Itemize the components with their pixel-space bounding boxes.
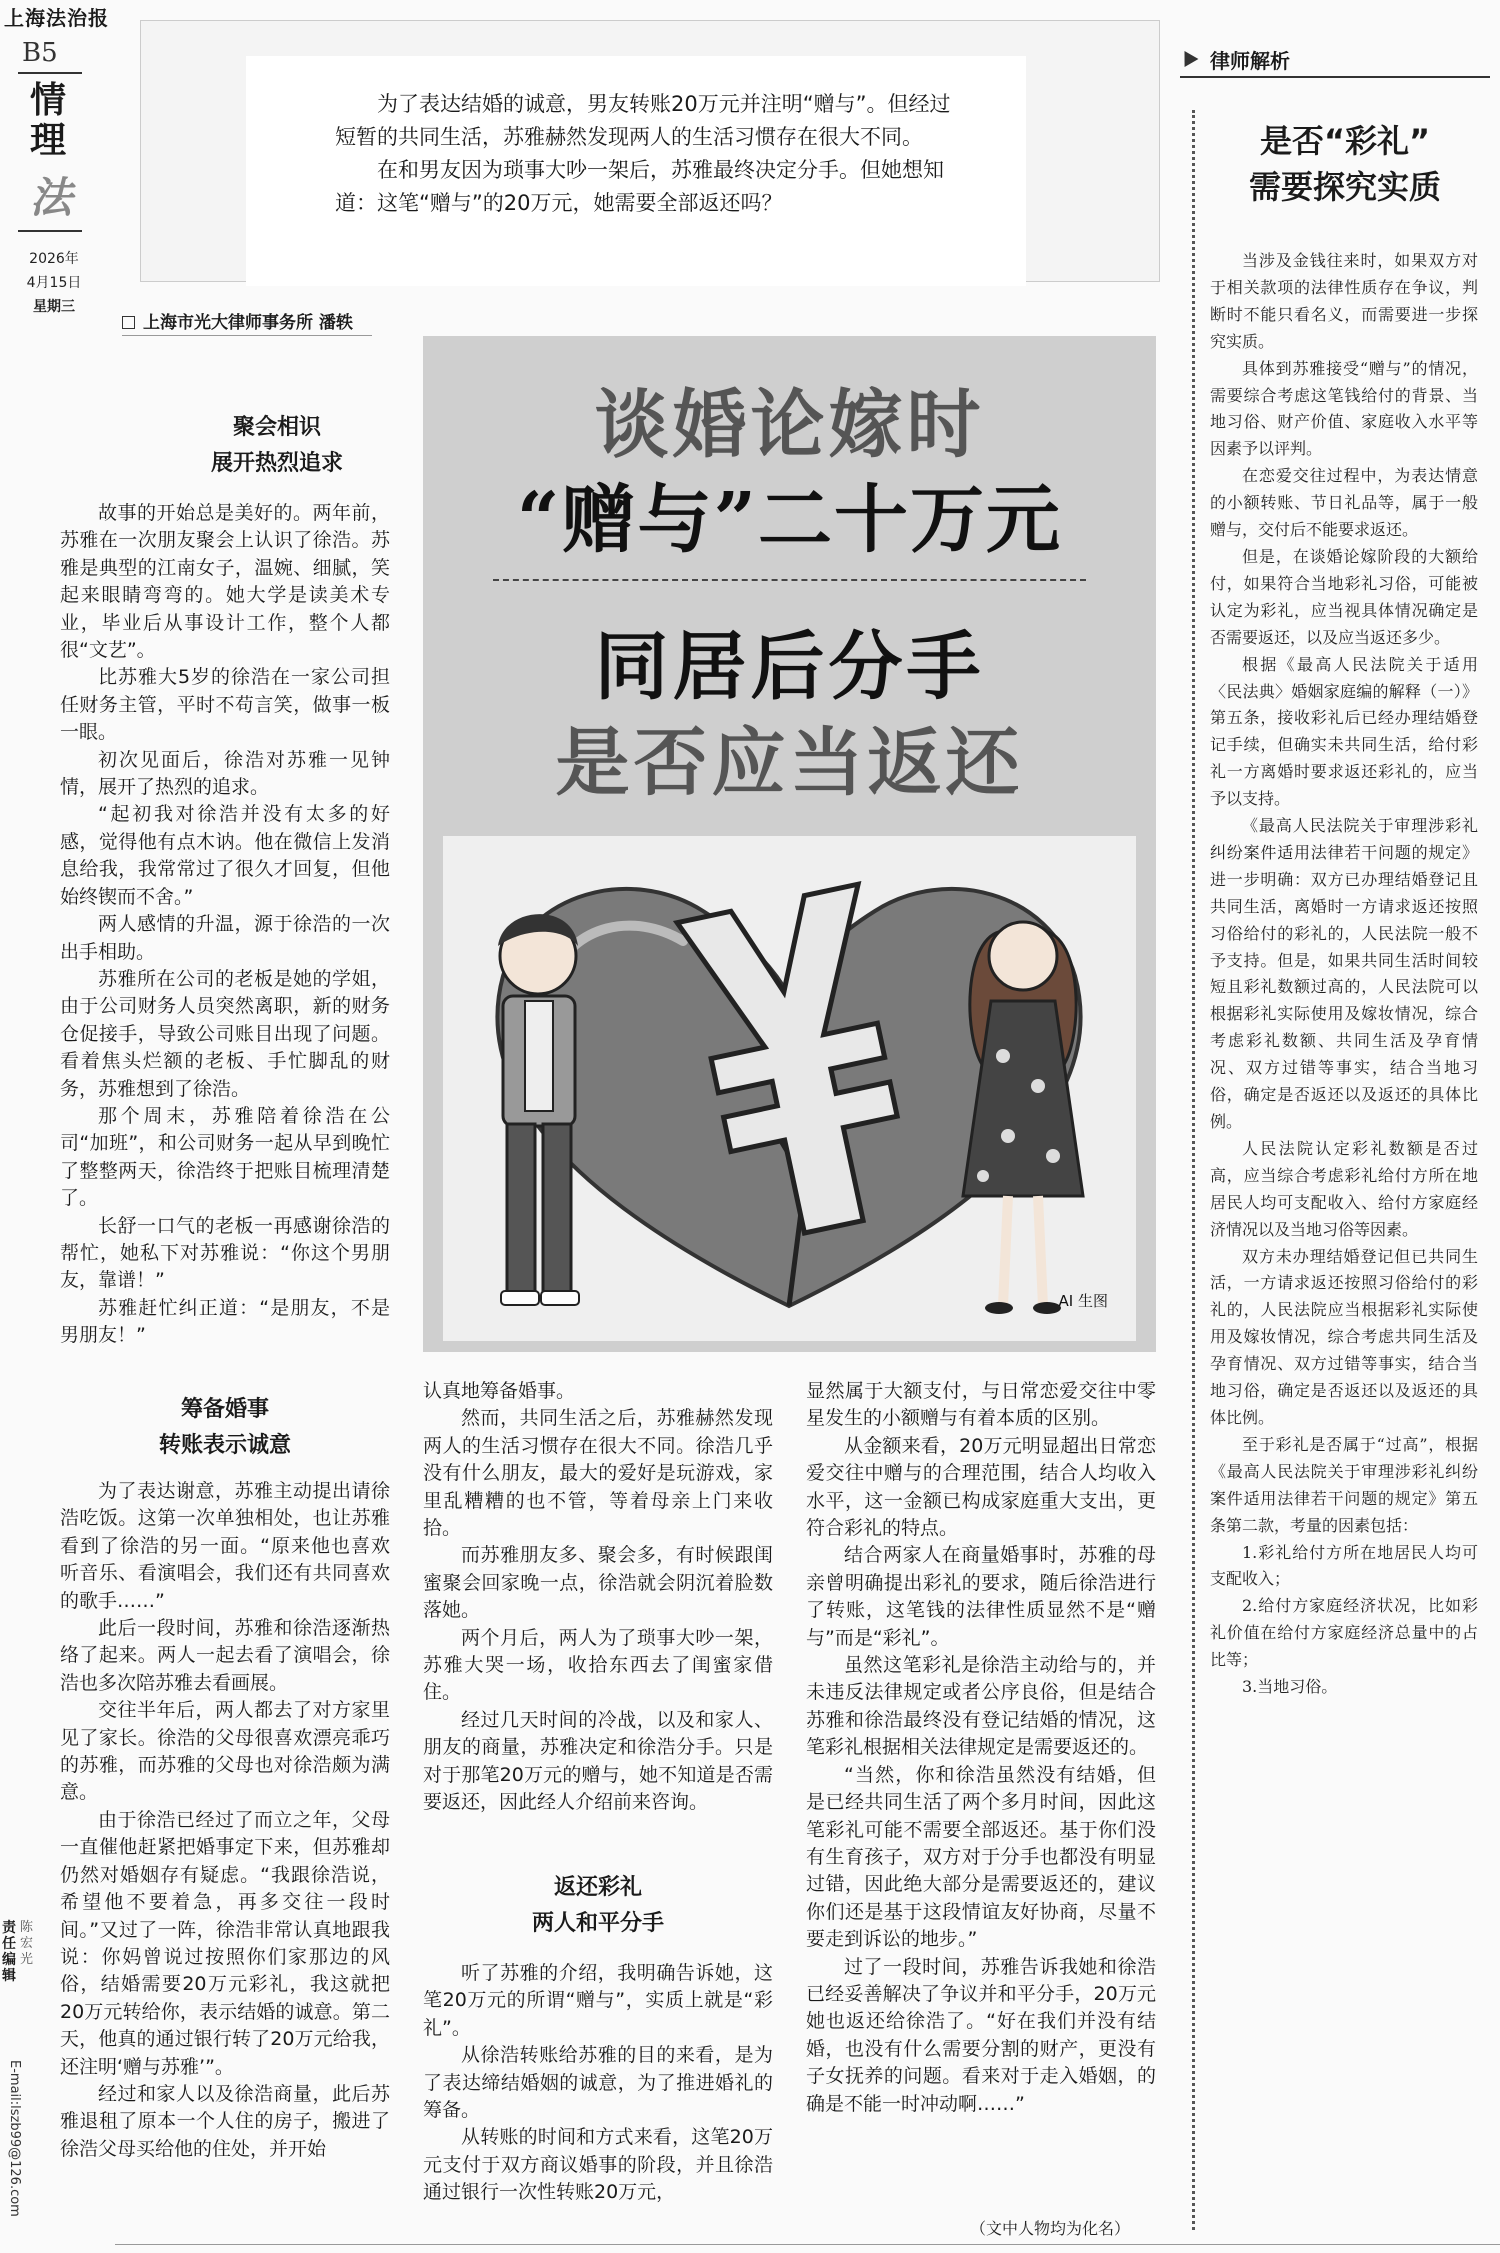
intro-text — [335, 88, 965, 220]
date-year: 2026年 — [29, 251, 79, 267]
column-3 — [806, 1378, 1156, 2118]
sidebar-paragraph: 根据《最高人民法院关于适用〈民法典〉婚姻家庭编的解释（一）》第五条，接收彩礼后已经办理结婚登记手续，但确实未共同生活，给付彩礼一方离婚时要求返还彩礼的，应当予以支持。 — [1210, 654, 1478, 809]
body-paragraph: 此后一段时间，苏雅和徐浩逐渐热络了起来。两人一起去看了演唱会，徐浩也多次陪苏雅去看画展。 — [60, 1617, 390, 1694]
subhead-3 — [423, 1870, 773, 1942]
illustration — [443, 836, 1136, 1341]
column-1-top — [60, 500, 390, 1350]
section-char-2: 理 — [30, 119, 67, 161]
body-paragraph: 苏雅所在公司的老板是她的学姐，由于公司财务人员突然离职，新的财务仓促接手，导致公司账目出现了问题。看着焦头烂额的老板、手忙脚乱的财务，苏雅想到了徐浩。 — [60, 967, 390, 1100]
heart-yuan-couple-illustration-icon — [443, 836, 1136, 1341]
subhead-1-line-2: 展开热烈追求 — [210, 451, 343, 476]
body-paragraph: 结合两家人在商量婚事时，苏雅的母亲曾明确提出彩礼的要求，随后徐浩进行了转账，这笔钱的法律性质显然不是“赠与”而是“彩礼”。 — [806, 1544, 1156, 1649]
body-paragraph: 而苏雅朋友多、聚会多，有时候跟闺蜜聚会回家晚一点，徐浩就会阴沉着脸数落她。 — [423, 1544, 773, 1622]
subhead-3-line-2: 两人和平分手 — [531, 1911, 664, 1936]
body-paragraph: 然而，共同生活之后，苏雅赫然发现两人的生活习惯存在很大不同。徐浩几乎没有什么朋友，最大的爱好是玩游戏，家里乱糟糟的也不管，等着母亲上门来收拾。 — [423, 1407, 773, 1540]
headline-line-2: “赠与”二十万元 — [516, 477, 1063, 563]
headline-block — [423, 336, 1156, 1352]
date-day: 4月15日 — [26, 275, 82, 291]
subhead-2 — [60, 1392, 390, 1464]
byline-rule — [122, 335, 372, 336]
section-char-3: 法 — [30, 173, 73, 222]
body-paragraph: 两人感情的升温，源于徐浩的一次出手相助。 — [60, 913, 390, 963]
column-1-bottom — [60, 1478, 390, 2163]
body-paragraph: 比苏雅大5岁的徐浩在一家公司担任财务主管，平时不苟言笑，做事一板一眼。 — [60, 666, 390, 744]
page-number: B5 — [22, 38, 58, 68]
sidebar-title — [1210, 118, 1480, 210]
author-name: 上海市光大律师事务所 潘轶 — [143, 313, 353, 333]
body-paragraph: 交往半年后，两人都去了对方家里见了家长。徐浩的父母很喜欢漂亮乖巧的苏雅，而苏雅的父母也对徐浩颇为满意。 — [60, 1699, 390, 1804]
sidebar-list-item: 2.给付方家庭经济状况，比如彩礼价值在给付方家庭经济总量中的占比等； — [1210, 1596, 1478, 1670]
rail-divider — [18, 72, 82, 74]
body-paragraph: 从金额来看，20万元明显超出日常恋爱交往中赠与的合理范围，结合人均收入水平，这一金额已构成家庭重大支出，更符合彩礼的特点。 — [806, 1434, 1156, 1540]
body-paragraph: 那个周末，苏雅陪着徐浩在公司“加班”，和公司财务一起从早到晚忙了整整两天，徐浩终于把账目梳理清楚了。 — [60, 1104, 390, 1210]
body-paragraph: 经过几天时间的冷战，以及和家人、朋友的商量，苏雅决定和徐浩分手。只是对于那笔20万元的赠与，她不知道是否需要返还，因此经人介绍前来咨询。 — [423, 1708, 773, 1814]
headline-line-1: 谈婚论嫁时 — [594, 382, 985, 468]
sidebar-paragraph: 至于彩礼是否属于“过高”，根据《最高人民法院关于审理涉彩礼纠纷案件适用法律若干问题的规定》第五条第二款，考量的因素包括： — [1210, 1434, 1478, 1535]
masthead: 上海法治报 — [4, 6, 109, 30]
subhead-2-line-2: 转账表示诚意 — [158, 1433, 291, 1458]
subhead-2-line-1: 筹备婚事 — [180, 1397, 269, 1422]
sidebar-list-item: 3.当地习俗。 — [1242, 1677, 1338, 1697]
footnote: （文中人物均为化名） — [970, 2219, 1131, 2238]
body-paragraph: 为了表达谢意，苏雅主动提出请徐浩吃饭。这第一次单独相处，也让苏雅看到了徐浩的另一面。“原来他也喜欢听音乐、看演唱会，我们还有共同喜欢的歌手……” — [60, 1480, 390, 1612]
editor-email: E-mail:lszb99@126.com — [7, 2060, 22, 2217]
subhead-1-line-1: 聚会相识 — [232, 415, 321, 440]
body-paragraph: 初次见面后，徐浩对苏雅一见钟情，展开了热烈的追求。 — [60, 748, 390, 799]
body-paragraph: 认真地筹备婚事。 — [423, 1380, 576, 1402]
sidebar-list-item: 1.彩礼给付方所在地居民人均可支配收入； — [1210, 1542, 1478, 1589]
sidebar-paragraph: 人民法院认定彩礼数额是否过高，应当综合考虑彩礼给付方所在地居民人均可支配收入、给付方家庭经济情况以及当地习俗等因素。 — [1210, 1138, 1478, 1239]
sidebar-paragraph: 《最高人民法院关于审理涉彩礼纠纷案件适用法律若干问题的规定》进一步明确：双方已办理结婚登记且共同生活，离婚时一方请求返还按照习俗给付的彩礼的，人民法院一般不予支持。但是，如果共同生活时间较短且彩礼数额过高的，人民法院可以根据彩礼实际使用及嫁妆情况，综合考虑彩礼数额、共同生活及孕育情况、双方过错等事实，结合当地习俗，确定是否返还以及返还的具体比例。 — [1210, 816, 1478, 1131]
body-paragraph: 显然属于大额支付，与日常恋爱交往中零星发生的小额赠与有着本质的区别。 — [806, 1380, 1156, 1430]
sidebar-rule — [1192, 110, 1195, 2230]
column-2-top — [423, 1378, 773, 1817]
rail-divider — [18, 230, 82, 232]
editor-label: 责任编辑 — [2, 1920, 16, 1984]
headline-line-3: 同居后分手 — [594, 624, 985, 710]
illustration-caption: AI 生图 — [1058, 1292, 1108, 1310]
body-paragraph: 由于徐浩已经过了而立之年，父母一直催他赶紧把婚事定下来，但苏雅却仍然对婚姻存有疑虑。“我跟徐浩说，希望他不要着急，再多交往一段时间。”又过了一阵，徐浩非常认真地跟我说：你妈曾说过按照你们家那边的风俗，结婚需要20万元彩礼，我这就把20万元转给你，表示结婚的诚意。第二天，他真的通过银行转了20万元给我，还注明‘赠与苏雅’”。 — [60, 1808, 390, 2078]
body-paragraph: 经过和家人以及徐浩商量，此后苏雅退租了原本一个人住的房子，搬进了徐浩父母买给他的住处，并开始 — [60, 2082, 390, 2160]
intro-paragraph: 为了表达结婚的诚意，男友转账20万元并注明“赠与”。但经过短暂的共同生活，苏雅赫然发现两人的生活习惯存在很大不同。 — [335, 92, 951, 149]
sidebar-title-line-1: 是否“彩礼” — [1259, 122, 1431, 160]
author-byline — [122, 308, 353, 333]
intro-paragraph: 在和男友因为琐事大吵一架后，苏雅最终决定分手。但她想知道：这笔“赠与”的20万元，她需要全部返还吗？ — [335, 158, 944, 215]
body-paragraph: 从转账的时间和方式来看，这笔20万元支付于双方商议婚事的阶段，并且徐浩通过银行一次性转账20万元， — [423, 2126, 773, 2204]
sidebar-title-line-2: 需要探究实质 — [1248, 168, 1441, 206]
subhead-1 — [122, 410, 432, 482]
sidebar-paragraph: 具体到苏雅接受“赠与”的情况，需要综合考虑这笔钱给付的背景、当地习俗、财产价值、家庭收入水平等因素予以评判。 — [1210, 358, 1478, 459]
section-char-1: 情 — [30, 79, 67, 121]
sidebar-paragraph: 但是，在谈婚论嫁阶段的大额给付，如果符合当地彩礼习俗，可能被认定为彩礼，应当视具体情况确定是否需要返还，以及应当返还多少。 — [1210, 546, 1478, 647]
sidebar-tag: 律师解析 — [1210, 49, 1290, 73]
column-2-bottom — [423, 1960, 773, 2207]
sidebar-paragraph: 双方未办理结婚登记但已共同生活，一方请求返还按照习俗给付的彩礼的，人民法院应当根据彩礼实际使用及嫁妆情况，综合考虑共同生活及孕育情况、双方过错等事实，结合当地习俗，确定是否返还以及返还的具体比例。 — [1210, 1246, 1478, 1427]
body-paragraph: 从徐浩转账给苏雅的目的来看，是为了表达缔结婚姻的诚意，为了推进婚礼的筹备。 — [423, 2044, 773, 2122]
body-paragraph: 过了一段时间，苏雅告诉我她和徐浩已经妥善解决了争议并和平分手，20万元她也返还给徐浩了。“好在我们并没有结婚，也没有什么需要分割的财产，更没有子女抚养的问题。看来对于走入婚姻，的确是不能一时冲动啊……” — [806, 1955, 1156, 2115]
body-paragraph: 苏雅赶忙纠正道：“是朋友，不是男朋友！” — [60, 1296, 390, 1347]
date-weekday: 星期三 — [33, 299, 75, 315]
headline-line-4: 是否应当返还 — [555, 720, 1024, 806]
body-paragraph: 两个月后，两人为了琐事大吵一架，苏雅大哭一场，收拾东西去了闺蜜家借住。 — [423, 1626, 773, 1704]
editor-name: 陈宏光 — [20, 1920, 34, 1967]
body-paragraph: 虽然这笔彩礼是徐浩主动给与的，并未违反法律规定或者公序良俗，但是结合苏雅和徐浩最终没有登记结婚的情况，这笔彩礼根据相关法律规定是需要返还的。 — [806, 1654, 1156, 1759]
sidebar-body — [1210, 248, 1478, 1701]
body-paragraph: 听了苏雅的介绍，我明确告诉她，这笔20万元的所谓“赠与”，实质上就是“彩礼”。 — [423, 1962, 773, 2039]
byline-box-icon — [122, 316, 135, 329]
sidebar-paragraph: 在恋爱交往过程中，为表达情意的小额转账、节日礼品等，属于一般赠与，交付后不能要求返还。 — [1210, 466, 1478, 540]
bottom-rule — [115, 2244, 1500, 2245]
body-paragraph: 长舒一口气的老板一再感谢徐浩的帮忙，她私下对苏雅说：“你这个男朋友，靠谱！” — [60, 1214, 390, 1292]
body-paragraph: “当然，你和徐浩虽然没有结婚，但是已经共同生活了两个多月时间，因此这笔彩礼可能不需要全部返还。基于你们没有生育孩子，双方对于分手也都没有明显过错，因此绝大部分是需要返还的，建议你们还是基于这段情谊友好协商，尽量不要走到诉讼的地步。” — [806, 1763, 1156, 1951]
body-paragraph: “起初我对徐浩并没有太多的好感，觉得他有点木讷。他在微信上发消息给我，我常常过了很久才回复，但他始终锲而不舍。” — [60, 803, 390, 908]
sidebar-paragraph: 当涉及金钱往来时，如果双方对于相关款项的法律性质存在争议，判断时不能只看名义，而需要进一步探究实质。 — [1210, 251, 1478, 351]
subhead-3-line-1: 返还彩礼 — [553, 1875, 642, 1900]
headline-divider — [493, 579, 1086, 581]
body-paragraph: 故事的开始总是美好的。两年前，苏雅在一次朋友聚会上认识了徐浩。苏雅是典型的江南女子，温婉、细腻，笑起来眼睛弯弯的。她大学是读美术专业，毕业后从事设计工作，整个人都很“文艺”。 — [60, 502, 390, 662]
